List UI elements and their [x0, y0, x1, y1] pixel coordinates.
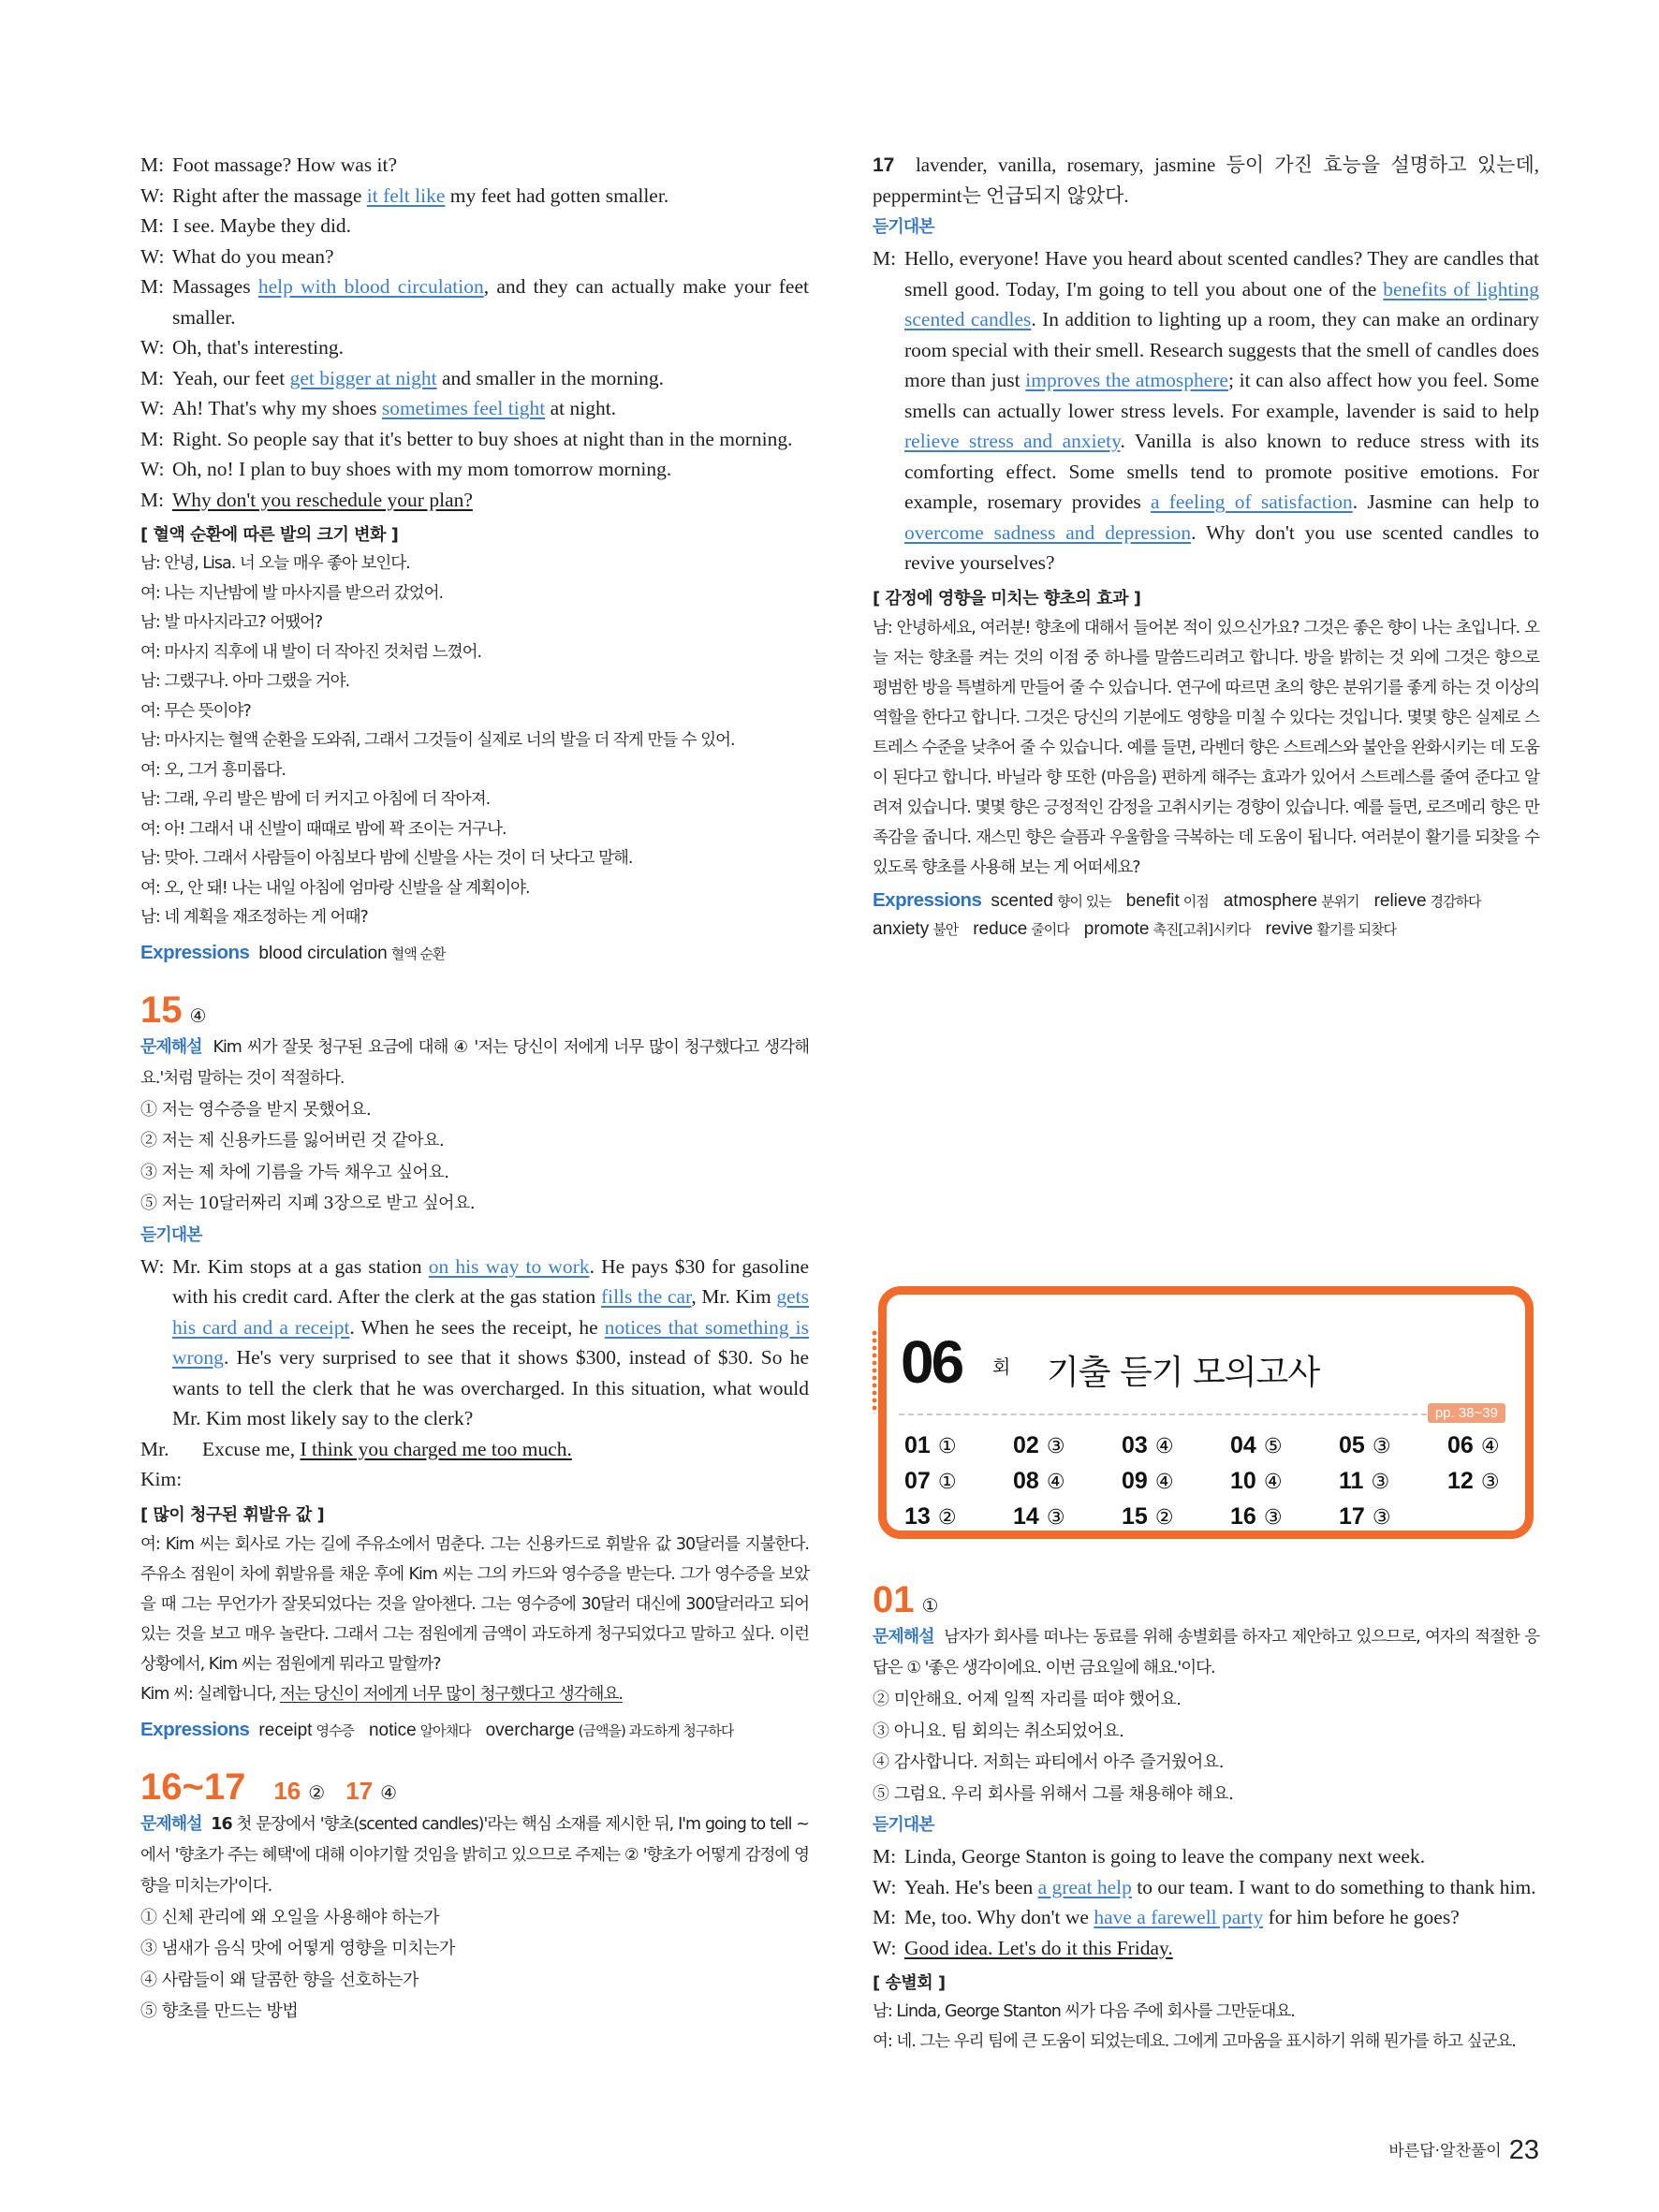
footer-label: 바른답·알찬풀이	[1388, 2142, 1502, 2161]
dialogue-line	[140, 150, 809, 181]
script-label: 듣기대본	[873, 217, 934, 237]
dialogue-q15	[140, 1252, 809, 1495]
expression-meaning: 줄이다	[1031, 920, 1069, 938]
dot-pattern-decoration	[871, 1329, 884, 1414]
text-run: Foot massage? How was it?	[172, 154, 398, 176]
answer-item	[1013, 1500, 1122, 1535]
speaker: W:	[140, 244, 165, 268]
text-run: Excuse me,	[202, 1437, 301, 1460]
blank-phrase: help with blood circulation	[257, 275, 484, 298]
expression-word: notice	[368, 1720, 417, 1740]
korean-speaker: Kim 씨: 실례합니다,	[140, 1684, 280, 1704]
answer-number: 03	[1122, 1432, 1148, 1458]
answer-item	[1447, 1464, 1556, 1500]
text-run: Me, too. Why don't we	[904, 1906, 1094, 1928]
answer-phrase: Good idea. Let's do it this Friday.	[904, 1936, 1173, 1959]
answer-choice: ④	[1154, 1471, 1174, 1494]
text-run: . Jasmine can help to	[1352, 491, 1540, 513]
page-footer	[1388, 2135, 1539, 2166]
expression-meaning: 촉진[고취]시키다	[1152, 920, 1251, 938]
dialogue-line	[140, 485, 809, 516]
option: ⑤ 향초를 만드는 방법	[140, 2001, 299, 2021]
expressions	[140, 1714, 809, 1747]
text-run: my feet had gotten smaller.	[445, 183, 669, 207]
answer-choice: ④	[1154, 1435, 1174, 1458]
answer-choice: ②	[937, 1506, 957, 1530]
expression-meaning: 알아채다	[419, 1721, 471, 1739]
dialogue-line	[140, 1252, 809, 1434]
dialogue-q16-17	[873, 243, 1539, 579]
dialogue-text	[172, 424, 809, 455]
expressions	[140, 937, 809, 970]
answer-item	[1230, 1428, 1339, 1464]
answer-item	[1447, 1428, 1556, 1464]
korean-line: 여: 나는 지난밤에 발 마사지를 받으러 갔었어.	[140, 583, 444, 603]
answer-mark: ④	[380, 1780, 398, 1804]
answer-item	[1230, 1500, 1339, 1535]
question-number: 01	[873, 1579, 915, 1620]
blank-phrase: get bigger at night	[289, 366, 437, 389]
option: ④ 사람들이 왜 달콤한 향을 선호하는가	[140, 1970, 418, 1990]
text-run: Oh, that's interesting.	[172, 336, 345, 359]
dialogue-text	[904, 1902, 1539, 1933]
expression-meaning: 분위기	[1321, 892, 1359, 910]
expression-word: blood circulation	[258, 943, 388, 963]
dialogue-text	[904, 1933, 1539, 1964]
dialogue-q01	[873, 1841, 1539, 1963]
answer-item	[1339, 1500, 1447, 1535]
option: ② 미안해요. 어제 일찍 자리를 떠야 했어요.	[873, 1690, 1182, 1709]
expression-word: anxiety	[873, 918, 930, 939]
blank-phrase: benefits of lighting scented candles	[904, 277, 1539, 330]
answer-item	[1122, 1428, 1230, 1464]
korean-line: 남: 그래, 우리 발은 밤에 더 커지고 아침에 더 작아져.	[140, 790, 491, 809]
text-run: Yeah. He's been	[904, 1875, 1038, 1898]
speaker: M:	[873, 1906, 897, 1928]
text-run: for him before he goes?	[1263, 1906, 1460, 1928]
korean-translation-title: [ 송별회 ]	[873, 1973, 946, 1993]
expression-meaning: 향이 있는	[1056, 892, 1111, 910]
answer-item	[1013, 1428, 1122, 1464]
text-run: Massages	[172, 275, 258, 298]
dialogue-text	[172, 211, 809, 242]
sub-question-number: 16	[273, 1776, 301, 1805]
korean-line: 남: 그랬구나. 아마 그랬을 거야.	[140, 672, 350, 691]
explanation-text: lavender, vanilla, rosemary, jasmine 등이 가진 효능을 설명하고 있는데, peppermint는 언급되지 않았다.	[873, 154, 1540, 207]
text-run: and smaller in the morning.	[436, 366, 665, 389]
expressions-label: Expressions	[140, 941, 250, 963]
answer-number: 12	[1447, 1468, 1474, 1494]
speaker: W:	[140, 336, 165, 359]
dialogue-line	[140, 424, 809, 455]
text-run: Mr. Kim stops at a gas station	[172, 1254, 429, 1278]
option: ⑤ 그럼요. 우리 회사를 위해서 그를 채용해야 해요.	[873, 1783, 1234, 1804]
korean-translation-title: [ 혈액 순환에 따른 발의 크기 변화 ]	[140, 525, 399, 545]
answer-choice: ③	[1372, 1435, 1391, 1458]
page-number: 23	[1508, 2135, 1539, 2165]
text-run: Yeah, our feet	[172, 366, 290, 389]
korean-line: 여: 마사지 직후에 내 발이 더 작아진 것처럼 느꼈어.	[140, 642, 482, 662]
explanation-text: Kim 씨가 잘못 청구된 요금에 대해 ④ '저는 당신이 저에게 너무 많이 청구했다고 생각해요.'처럼 말하는 것이 적절하다.	[140, 1037, 809, 1088]
question-16-17-header	[140, 1765, 809, 1809]
text-run: What do you mean?	[172, 244, 334, 268]
expression-meaning: 경감하다	[1430, 892, 1481, 910]
korean-line: 여: 무슨 뜻이야?	[140, 701, 251, 721]
answer-number: 13	[904, 1503, 931, 1530]
blank-phrase: notices that something is wrong	[172, 1315, 810, 1369]
dialogue-line	[140, 332, 809, 363]
option: ③ 저는 제 차에 기름을 가득 채우고 싶어요.	[140, 1162, 449, 1182]
text-run: Right. So people say that it's better to buy shoes at night than in the morning.	[172, 427, 793, 450]
dialogue-line	[140, 393, 809, 424]
text-run: . Why don't you use scented candles to revive yourselves?	[904, 520, 1539, 574]
text-run: I see. Maybe they did.	[172, 214, 352, 237]
korean-line: 남: Linda, George Stanton 씨가 다음 주에 회사를 그만둔대요.	[873, 2002, 1295, 2021]
speaker: M:	[873, 1845, 897, 1868]
answer-number: 05	[1339, 1432, 1365, 1458]
dialogue-text	[172, 271, 809, 332]
page-range-badge: pp. 38~39	[1428, 1403, 1505, 1423]
korean-translation-last	[140, 1679, 809, 1710]
answer-number: 07	[904, 1468, 931, 1494]
option: ③ 아니요. 팀 회의는 취소되었어요.	[873, 1721, 1124, 1741]
question-number: 16~17	[140, 1765, 246, 1808]
script-label: 듣기대본	[873, 1815, 934, 1835]
blank-phrase: a feeling of satisfaction	[1150, 491, 1353, 513]
expression-word: overcharge	[485, 1720, 575, 1740]
answer-choice: ④	[1046, 1471, 1065, 1494]
test-number-suffix: 회	[992, 1355, 1011, 1378]
blank-phrase: relieve stress and anxiety	[904, 430, 1121, 452]
answer-number: 09	[1122, 1468, 1148, 1494]
explanation-label: 문제해설	[140, 1813, 202, 1834]
answer-choice: ②	[1154, 1506, 1174, 1530]
answer-choice: ③	[1046, 1435, 1065, 1458]
speaker: M:	[140, 488, 165, 511]
speaker: W:	[140, 397, 165, 419]
korean-answer: 저는 당신이 저에게 너무 많이 청구했다고 생각해요.	[279, 1684, 623, 1704]
answer-item	[1122, 1500, 1230, 1535]
expressions-label: Expressions	[140, 1718, 250, 1740]
answer-mark: ②	[308, 1780, 326, 1804]
options	[873, 1684, 1539, 1809]
dialogue-text	[172, 1252, 809, 1434]
speaker: M:	[140, 366, 165, 389]
option: ④ 감사합니다. 저희는 파티에서 아주 즐거웠어요.	[873, 1752, 1224, 1772]
dialogue-line	[873, 1841, 1539, 1872]
answer-choice: ③	[1480, 1471, 1500, 1494]
speaker: M:	[140, 214, 165, 237]
blank-phrase: have a farewell party	[1094, 1906, 1264, 1928]
answer-card	[873, 1281, 1539, 1545]
answer-number: 16	[1230, 1503, 1256, 1530]
answer-choice: ①	[937, 1435, 957, 1458]
answer-item	[1122, 1464, 1230, 1500]
answer-item	[904, 1500, 1013, 1535]
korean-line: 여: 오, 그거 흥미롭다.	[140, 760, 286, 780]
blank-phrase: overcome sadness and depression	[904, 520, 1192, 544]
explanation-label: 문제해설	[140, 1036, 202, 1057]
korean-translation: 남: 안녕하세요, 여러분! 향초에 대해서 들어본 적이 있으신가요? 그것은 좋은 향이 나는 초입니다. 오늘 저는 향초를 켜는 것의 이점 중 하나를 말씀드리려고 합니다. 방을 밝히는 것 외에 그것은 향으로 평범한 방을 특별하게 만들어 줄 수 있습니다. 연구에 따르면 초의 향은 분위기를 좋게 하는 것 이상의 역할을 한다고 합니다. 그것은 당신의 기분에도 영향을 미칠 수 있다는 것입니다. 몇몇 향은 실제로 스트레스 수준을 낮추어 줄 수 있습니다. 예를 들면, 라벤더 향은 스트레스와 불안을 완화시키는 데 도움이 된다고 합니다. 바닐라 향 또한 (마음을) 편하게 해주는 효과가 있어서 스트레스를 줄여 준다고 알려져 있습니다. 몇몇 향은 긍정적인 감정을 고취시키는 경향이 있습니다. 예를 들면, 로즈메리 향은 만족감을 줍니다. 재스민 향은 슬픔과 우울함을 극복하는 데 도움이 됩니다. 여러분이 활기를 되찾을 수 있도록 향초를 사용해 보는 게 어떠세요?	[873, 618, 1539, 877]
options	[140, 1094, 809, 1220]
sub-question-number: 17	[345, 1776, 374, 1805]
script-label: 듣기대본	[140, 1224, 202, 1245]
dialogue-text	[172, 332, 809, 363]
explanation-number: 16	[211, 1814, 232, 1834]
answer-item	[904, 1428, 1013, 1464]
korean-line: 남: 네 계획을 재조정하는 게 어때?	[140, 908, 368, 927]
dialogue-text	[904, 243, 1539, 579]
expression-meaning: 영수증	[316, 1721, 354, 1739]
answer-choice: ③	[1263, 1506, 1283, 1530]
explanation	[873, 1621, 1539, 1684]
text-run: . He pays $30 for gasoline with his credit card. After the clerk at the gas station	[172, 1254, 809, 1308]
answer-choice: ④	[1263, 1471, 1283, 1494]
question-number: 15	[140, 989, 183, 1031]
answer-mark: ④	[189, 1003, 207, 1027]
answer-number: 08	[1013, 1468, 1039, 1494]
explanation-17	[873, 150, 1539, 212]
answer-choice: ⑤	[1263, 1435, 1283, 1458]
expressions-label: Expressions	[873, 888, 982, 911]
dialogue-line	[873, 1902, 1539, 1933]
dialogue-text	[172, 393, 809, 424]
blank-phrase: a great help	[1037, 1875, 1132, 1898]
answer-number: 11	[1339, 1468, 1364, 1494]
text-run: . He's very surprised to see that it shows $300, instead of $30. So he wants to tell the clerk that he was overcharged. In this situation, what would Mr. Kim most likely say to the clerk?	[172, 1346, 809, 1429]
korean-line: 남: 발 마사지라고? 어땠어?	[140, 613, 323, 632]
expression-word: atmosphere	[1223, 890, 1318, 911]
dialogue-line	[873, 1933, 1539, 1964]
speaker: M:	[140, 427, 165, 450]
expression-word: revive	[1265, 918, 1314, 939]
answer-choice: ①	[937, 1471, 957, 1494]
dialogue-text	[172, 485, 809, 516]
text-run: to our team. I want to do something to thank him.	[1131, 1875, 1536, 1898]
expression-word: scented	[991, 890, 1053, 911]
right-column-lower	[873, 1578, 1539, 2057]
answer-number: 01	[904, 1432, 931, 1458]
dialogue-text	[202, 1434, 809, 1495]
question-01-header	[873, 1578, 1539, 1621]
explanation-text: 남자가 회사를 떠나는 동료를 위해 송별회를 하자고 제안하고 있으므로, 여자의 적절한 응답은 ① '좋은 생각이에요. 이번 금요일에 해요.'이다.	[873, 1628, 1539, 1677]
explanation	[140, 1809, 809, 1902]
dialogue-text	[172, 242, 809, 272]
dialogue-text	[172, 454, 809, 485]
speaker: W:	[140, 458, 165, 480]
speaker: W:	[140, 1254, 165, 1278]
korean-translation	[873, 1998, 1539, 2057]
answer-item	[1013, 1464, 1122, 1500]
expression-meaning: (금액을) 과도하게 청구하다	[578, 1721, 734, 1739]
question-15-header	[140, 989, 809, 1032]
blank-phrase: improves the atmosphere	[1025, 369, 1228, 391]
expression-word: reduce	[973, 918, 1028, 939]
option: ② 저는 제 신용카드를 잃어버린 것 같아요.	[140, 1131, 445, 1150]
korean-line: 여: 아! 그래서 내 신발이 때때로 밤에 꽉 조이는 거구나.	[140, 819, 507, 839]
expression-word: benefit	[1125, 890, 1180, 911]
answer-item	[904, 1464, 1013, 1500]
korean-translation-title: [ 감정에 영향을 미치는 향초의 효과 ]	[873, 588, 1141, 608]
dialogue-text	[172, 181, 809, 212]
text-run: at night.	[545, 397, 617, 419]
speaker: W:	[873, 1875, 897, 1898]
text-run: Hello, everyone! Have you heard about scented candles? They are candles that smell good. Today, I'm going to tell you about one of the	[904, 247, 1539, 300]
text-run: . Vanilla is also known to reduce stress with its comforting effect. Some smells tend to promote positive emotions. For example, rosemary provides	[904, 430, 1539, 513]
text-run: Ah! That's why my shoes	[172, 397, 382, 419]
explanation	[140, 1032, 809, 1094]
blank-phrase: gets his card and a receipt	[172, 1285, 809, 1339]
text-run: , Mr. Kim	[691, 1285, 777, 1308]
option: ③ 냄새가 음식 맛에 어떻게 영향을 미치는가	[140, 1939, 455, 1958]
korean-line: 남: 마사지는 혈액 순환을 도와줘, 그래서 그것들이 실제로 너의 발을 더 작게 만들 수 있어.	[140, 731, 735, 750]
answer-item	[1339, 1464, 1447, 1500]
korean-line: 남: 안녕, Lisa. 너 오늘 매우 좋아 보인다.	[140, 554, 410, 573]
text-run: ; it can also affect how you feel. Some smells can actually lower stress levels. For example, lavender is said to help	[904, 369, 1540, 422]
dialogue-q14	[140, 150, 809, 515]
answer-choice: ③	[1371, 1471, 1390, 1494]
dialogue-line	[140, 271, 809, 332]
dialogue-line	[873, 243, 1539, 579]
answer-grid	[904, 1428, 1504, 1535]
left-column	[140, 150, 809, 2028]
test-title: 기출 듣기 모의고사	[1047, 1354, 1320, 1392]
expression-word: relieve	[1373, 890, 1427, 911]
speaker: W:	[873, 1936, 897, 1959]
dialogue-line	[140, 211, 809, 242]
dialogue-text	[904, 1841, 1539, 1872]
answer-number: 04	[1230, 1432, 1256, 1458]
explanation-number: 17	[873, 154, 895, 176]
text-run: , and they can actually make your feet smaller.	[172, 275, 809, 329]
answer-number: 10	[1230, 1468, 1256, 1494]
expression-word: promote	[1083, 918, 1150, 939]
text-run: . When he sees the receipt, he	[349, 1315, 605, 1339]
answer-number: 17	[1339, 1503, 1365, 1530]
korean-translation	[140, 549, 809, 933]
korean-translation-title: [ 많이 청구된 휘발유 값 ]	[140, 1504, 325, 1525]
dashed-divider	[899, 1414, 1464, 1415]
answer-phrase: Why don't you reschedule your plan?	[172, 488, 473, 511]
speaker: M:	[873, 247, 897, 270]
speaker: W:	[140, 183, 165, 207]
explanation-label: 문제해설	[873, 1627, 934, 1647]
dialogue-text	[904, 1872, 1539, 1903]
text-run: Linda, George Stanton is going to leave the company next week.	[904, 1845, 1426, 1868]
option: ① 신체 관리에 왜 오일을 사용해야 하는가	[140, 1907, 440, 1927]
explanation-text: 첫 문장에서 '향초(scented candles)'라는 핵심 소재를 제시한 뒤, I'm going to tell ~에서 '향초가 주는 혜택'에 대해 이야기할 것임을 밝히고 있으므로 주제는 ② '향초가 어떻게 감정에 영향을 미치는가'이다.	[140, 1814, 809, 1896]
korean-line: 여: 네. 그는 우리 팀에 큰 도움이 되었는데요. 그에게 고마움을 표시하기 위해 뭔가를 하고 싶군요.	[873, 2031, 1516, 2051]
blank-phrase: sometimes feel tight	[381, 397, 546, 419]
text-run: Right after the massage	[172, 183, 367, 207]
test-number: 06	[901, 1328, 962, 1396]
blank-phrase: it felt like	[366, 183, 446, 207]
blank-phrase: fills the car	[600, 1285, 692, 1308]
answer-number: 06	[1447, 1432, 1474, 1458]
option: ⑤ 저는 10달러짜리 지폐 3장으로 받고 싶어요.	[140, 1194, 476, 1213]
speaker: M:	[140, 154, 165, 176]
option: ① 저는 영수증을 받지 못했어요.	[140, 1099, 372, 1120]
options	[140, 1902, 809, 2028]
expression-word: receipt	[258, 1720, 313, 1740]
expression-meaning: 이점	[1182, 892, 1209, 910]
dialogue-line	[140, 1434, 809, 1495]
answer-item	[1230, 1464, 1339, 1500]
expressions	[873, 886, 1539, 944]
answer-choice: ③	[1046, 1506, 1065, 1530]
answer-number: 02	[1013, 1432, 1039, 1458]
text-run: Oh, no! I plan to buy shoes with my mom tomorrow morning.	[172, 458, 672, 480]
blank-phrase: on his way to work	[428, 1254, 590, 1278]
dialogue-text	[172, 150, 809, 181]
dialogue-text	[172, 363, 809, 394]
dialogue-line	[873, 1872, 1539, 1903]
expression-meaning: 활기를 되찾다	[1316, 920, 1397, 938]
answer-mark: ①	[921, 1594, 939, 1617]
answer-choice: ④	[1480, 1435, 1500, 1458]
dialogue-line	[140, 181, 809, 212]
answer-choice: ③	[1372, 1506, 1391, 1530]
text-run: . In addition to lighting up a room, they can make an ordinary room special with their smell. Research suggests that the smell of candles does more than just	[904, 308, 1539, 391]
dialogue-line	[140, 454, 809, 485]
korean-line: 여: 오, 안 돼! 나는 내일 아침에 엄마랑 신발을 살 계획이야.	[140, 878, 530, 898]
speaker: Mr. Kim:	[140, 1437, 183, 1490]
answer-item	[1339, 1428, 1447, 1464]
expression-meaning: 혈액 순환	[390, 945, 446, 962]
answer-phrase: I think you charged me too much.	[300, 1437, 572, 1460]
dialogue-line	[140, 242, 809, 272]
speaker: M:	[140, 275, 165, 298]
korean-translation: 여: Kim 씨는 회사로 가는 길에 주유소에서 멈춘다. 그는 신용카드로 휘발유 값 30달러를 지불한다. 주유소 점원이 차에 휘발유를 채운 후에 Kim 씨는 그의 카드와 영수증을 받는다. 그가 영수증을 보았을 때 그는 무언가가 잘못되었다는 것을 알아챈다. 그는 영수증에 30달러 대신에 300달러라고 되어 있는 것을 보고 매우 놀란다. 그래서 그는 점원에게 금액이 과도하게 청구되었다고 말하고 싶다. 이런 상황에서, Kim 씨는 점원에게 뭐라고 말할까?	[140, 1534, 809, 1674]
right-column	[873, 150, 1539, 944]
expression-meaning: 불안	[932, 920, 959, 938]
korean-line: 남: 맞아. 그래서 사람들이 아침보다 밤에 신발을 사는 것이 더 낫다고 말해.	[140, 849, 633, 868]
answer-number: 14	[1013, 1503, 1039, 1530]
dialogue-line	[140, 363, 809, 394]
answer-number: 15	[1122, 1503, 1148, 1530]
